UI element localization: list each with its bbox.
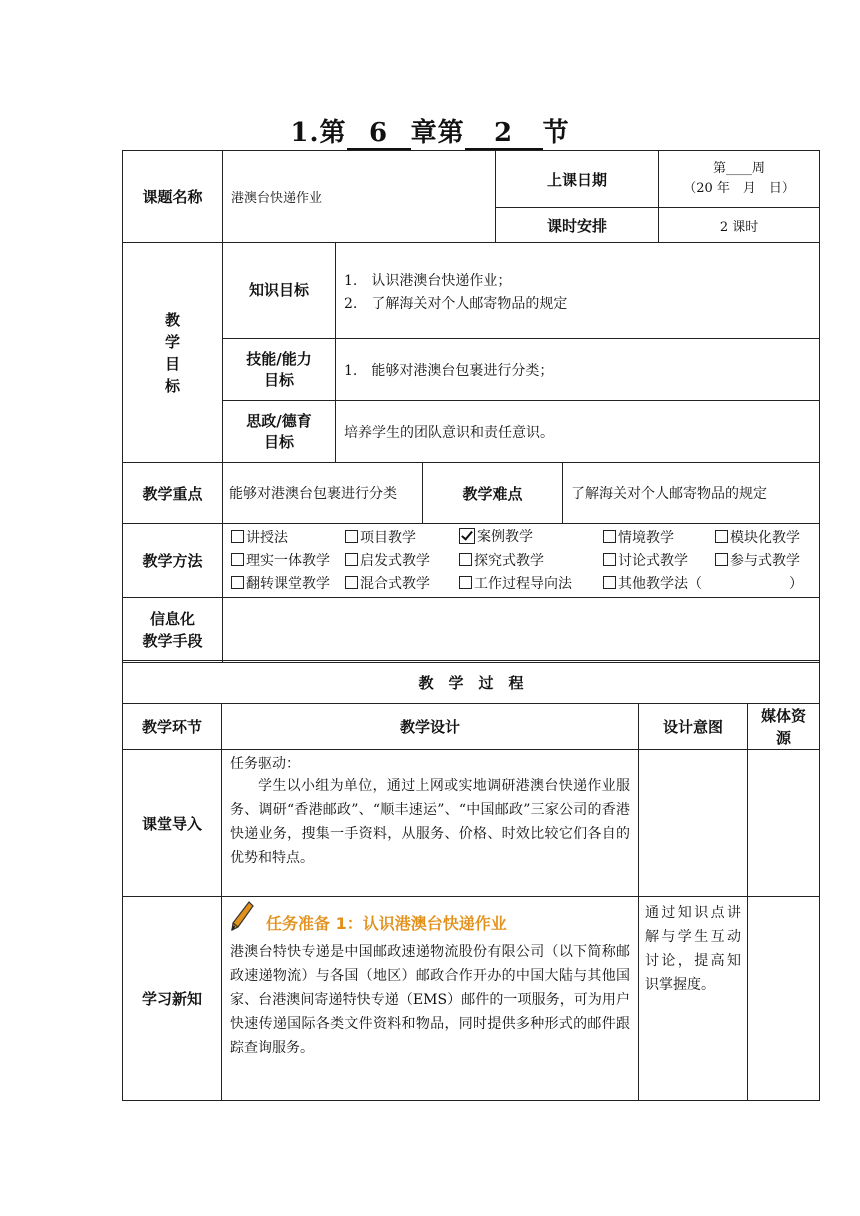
difficult-point-label: 教学难点 xyxy=(423,463,563,524)
new-knowledge-design xyxy=(222,897,639,1101)
lesson-title xyxy=(0,112,860,150)
method-option[interactable]: 理实一体教学 xyxy=(231,551,330,571)
moral-goal: 培养学生的团队意识和责任意识。 xyxy=(336,401,820,463)
moral-goal-label xyxy=(223,401,336,463)
intro-intent xyxy=(639,750,748,897)
method-option[interactable]: 参与式教学 xyxy=(715,551,800,571)
checkbox-icon[interactable] xyxy=(231,530,244,543)
knowledge-goal-label: 知识目标 xyxy=(223,243,336,339)
checkbox-icon[interactable] xyxy=(345,553,358,566)
other-method-close: ） xyxy=(789,575,803,592)
checkbox-icon[interactable] xyxy=(603,553,616,566)
checkbox-icon[interactable] xyxy=(459,576,472,589)
title-suffix: 节 xyxy=(542,118,570,148)
intro-stage-label: 课堂导入 xyxy=(123,750,222,897)
intro-text: 学生以小组为单位，通过上网或实地调研港澳台快递作业服务、调研“香港邮政”、“顺丰速运”、“中国邮政”三家公司的香港快递业务，搜集一手资料，从服务、价格、时效比较它们各自的优势和特点。 xyxy=(230,778,630,866)
info-means-label xyxy=(123,598,223,663)
method-option[interactable]: 讲授法 xyxy=(231,528,288,548)
date-detail: （20 年 月 日） xyxy=(683,181,795,196)
method-option[interactable]: 工作过程导向法 xyxy=(459,574,572,594)
checkbox-icon[interactable] xyxy=(345,530,358,543)
checkbox-icon[interactable] xyxy=(603,530,616,543)
methods-options xyxy=(223,524,820,598)
date-label: 上课日期 xyxy=(496,151,659,208)
col-design-header: 教学设计 xyxy=(222,704,639,750)
intro-media xyxy=(748,750,820,897)
checkbox-icon[interactable] xyxy=(459,553,472,566)
knowledge-goal-1: 1. 认识港澳台快递作业； xyxy=(344,273,512,289)
skill-label-line1: 技能/能力 xyxy=(246,349,312,368)
method-option[interactable]: 项目教学 xyxy=(345,528,416,548)
intro-design xyxy=(222,750,639,897)
skill-label-line2: 目标 xyxy=(263,370,294,389)
new-knowledge-intent xyxy=(639,897,748,1101)
hours-label: 课时安排 xyxy=(496,208,659,243)
method-option[interactable]: 混合式教学 xyxy=(345,574,430,594)
method-option[interactable]: 模块化教学 xyxy=(715,528,800,548)
checkbox-icon[interactable] xyxy=(715,530,728,543)
new-knowledge-text: 港澳台特快专递是中国邮政速递物流股份有限公司（以下简称邮政速递物流）与各国（地区）邮政合作开办的中国大陆与其他国家、台港澳间寄递特快专递（EMS）邮件的一项服务，可为用户快速传递国际各类文件资料和物品，同时提供多种形式的邮件跟踪查询服务。 xyxy=(230,944,630,1056)
knowledge-goal-2: 2. 了解海关对个人邮寄物品的规定 xyxy=(344,296,568,312)
method-option[interactable]: 其他教学法（ xyxy=(603,574,702,594)
pencil-icon xyxy=(230,901,254,931)
task-heading xyxy=(230,901,630,937)
goals-label xyxy=(123,243,223,463)
lesson-info-table xyxy=(122,150,820,663)
method-option[interactable]: 翻转课堂教学 xyxy=(231,574,330,594)
method-option[interactable]: 情境教学 xyxy=(603,528,674,548)
info-label-line2: 教学手段 xyxy=(142,632,203,650)
info-means-value xyxy=(223,598,820,663)
key-point-label: 教学重点 xyxy=(123,463,223,524)
difficult-point: 了解海关对个人邮寄物品的规定 xyxy=(563,463,820,524)
media-header-line2: 源 xyxy=(776,728,792,747)
course-name: 港澳台快递作业 xyxy=(223,151,496,243)
moral-label-line2: 目标 xyxy=(263,432,294,451)
goals-char-4: 标 xyxy=(164,376,180,395)
info-label-line1: 信息化 xyxy=(149,610,195,628)
checkbox-icon[interactable] xyxy=(345,576,358,589)
checkbox-icon[interactable] xyxy=(603,576,616,589)
date-field xyxy=(659,151,820,208)
new-knowledge-stage-label: 学习新知 xyxy=(123,897,222,1101)
new-knowledge-media xyxy=(748,897,820,1101)
intro-heading: 任务驱动： xyxy=(230,756,300,772)
goals-char-1: 教 xyxy=(164,310,180,329)
title-mid: 章第 xyxy=(410,118,465,148)
col-stage-header: 教学环节 xyxy=(123,704,222,750)
col-intent-header: 设计意图 xyxy=(639,704,748,750)
col-media-header xyxy=(748,704,820,750)
checkbox-icon[interactable] xyxy=(231,553,244,566)
date-week: 第____周 xyxy=(713,161,766,176)
chapter-number: 6 xyxy=(347,118,411,150)
key-point: 能够对港澳台包裹进行分类 xyxy=(223,463,423,524)
hours-value: 2 课时 xyxy=(659,208,820,243)
goals-char-3: 目 xyxy=(164,354,180,373)
method-option[interactable]: 讨论式教学 xyxy=(603,551,688,571)
skill-goal: 1. 能够对港澳台包裹进行分类； xyxy=(336,339,820,401)
title-prefix: 1.第 xyxy=(290,118,347,148)
checkbox-icon[interactable] xyxy=(231,576,244,589)
teaching-process-table xyxy=(122,660,820,1101)
moral-label-line1: 思政/德育 xyxy=(246,411,312,430)
task-title: 任务准备 1：认识港澳台快递作业 xyxy=(266,914,507,933)
media-header-line1: 媒体资 xyxy=(761,706,807,725)
checked-checkbox-icon[interactable] xyxy=(459,528,475,544)
intent-text: 通过知识点讲解与学生互动讨论，提高知识掌握度。 xyxy=(645,905,741,993)
course-name-label: 课题名称 xyxy=(123,151,223,243)
method-option[interactable]: 探究式教学 xyxy=(459,551,544,571)
section-number: 2 xyxy=(465,118,543,150)
methods-label: 教学方法 xyxy=(123,524,223,598)
method-option[interactable]: 启发式教学 xyxy=(345,551,430,571)
process-title: 教 学 过 程 xyxy=(123,661,820,704)
skill-goal-label xyxy=(223,339,336,401)
knowledge-goal xyxy=(336,243,820,339)
checkbox-icon[interactable] xyxy=(715,553,728,566)
goals-char-2: 学 xyxy=(164,332,180,351)
method-option[interactable]: 案例教学 xyxy=(459,527,533,547)
